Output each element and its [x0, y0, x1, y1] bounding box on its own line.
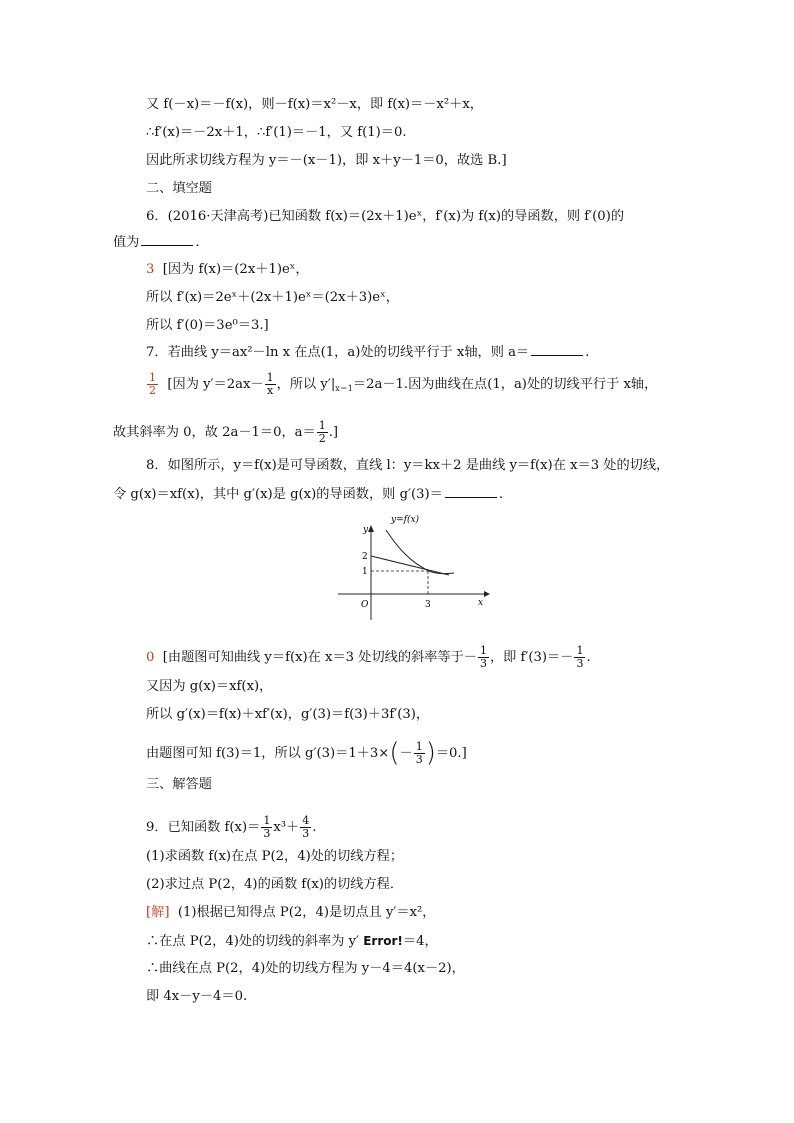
text-line: 所以 f′(0)＝3e⁰＝3.]	[146, 318, 269, 333]
tick-label-y2: 2	[362, 552, 368, 562]
text-line: ∴曲线在点 P(2，4)处的切线方程为 y－4＝4(x－2)，	[146, 961, 465, 976]
question-6-cont: 值为 .	[113, 235, 200, 250]
y-axis-label: y	[363, 525, 369, 535]
tick-label-y1: 1	[362, 567, 368, 577]
text-line: 所以 f′(x)＝2eˣ＋(2x＋1)eˣ＝(2x＋3)eˣ，	[146, 290, 399, 305]
section-heading: 三、解答题	[146, 777, 212, 792]
answer-blank	[141, 233, 193, 246]
question-8: 8．如图所示，y＝f(x)是可导函数，直线 l：y＝kx＋2 是曲线 y＝f(x)在 x＝3 处的切线，	[146, 458, 670, 473]
section-heading: 二、填空题	[146, 181, 212, 196]
fraction: $\frac{1}{3}$	[479, 644, 487, 670]
answer-8-line: 0 [由题图可知曲线 y＝f(x)在 x＝3 处切线的斜率等于－ $\frac{1}{3}$ ，即 f′(3)＝－ $\frac{1}{3}$ .	[146, 644, 591, 670]
x-axis-arrow	[484, 591, 490, 597]
fraction: $\frac{1}{3}$	[415, 740, 423, 766]
function-graph	[336, 510, 496, 626]
y-axis-arrow	[368, 525, 374, 532]
question-7: 7．若曲线 y＝ax²－ln x 在点(1，a)处的切线平行于 x轴，则 a＝ .	[146, 345, 590, 360]
fraction: $\frac{1}{2}$	[318, 419, 326, 445]
answer-7-line: $\frac{1}{2}$ [因为 y′＝2ax－ $\frac{1}{x}$ ，所以 $y'|_{x=1}=2a-1$.因为曲线在点(1，a)处的切线平行于 x轴，	[149, 371, 658, 397]
text-line: (1)求函数 f(x)在点 P(2，4)处的切线方程；	[146, 849, 404, 864]
text-line: ∴f′(x)＝－2x＋1，∴f′(1)＝－1，又 f(1)＝0.	[146, 125, 407, 140]
text-line: (2)求过点 P(2，4)的函数 f(x)的切线方程．	[146, 877, 404, 892]
fraction: $\frac{1}{3}$	[576, 644, 584, 670]
curve-label: y=f(x)	[391, 515, 420, 525]
answer-fraction: $\frac{1}{2}$	[149, 371, 156, 397]
answer-6-line: 3 [因为 f(x)＝(2x＋1)eˣ，	[146, 262, 309, 277]
fraction: $\frac{1}{x}$	[266, 371, 274, 397]
fraction: $\frac{4}{3}$	[302, 814, 310, 840]
text-line: 因此所求切线方程为 y＝－(x－1)，即 x＋y－1＝0，故选 B.]	[146, 153, 507, 168]
x-axis-label: x	[478, 598, 484, 608]
curve-f	[386, 530, 454, 574]
question-6: 6．(2016·天津高考)已知函数 f(x)＝(2x＋1)eˣ，f′(x)为 f(x)的导函数，则 f′(0)的	[146, 209, 625, 224]
error-field: Error!	[363, 934, 403, 948]
question-9: 9．已知函数 f(x)＝ $\frac{1}{3}$ x³＋ $\frac{4}{3}$ .	[146, 814, 317, 840]
question-8-cont: 令 g(x)＝xf(x)，其中 g′(x)是 g(x)的导函数，则 g′(3)＝ .	[113, 487, 504, 502]
tick-label-x3: 3	[425, 600, 431, 610]
answer-value: 0	[146, 650, 155, 665]
answer-value: 3	[146, 262, 155, 277]
text-line: 即 4x－y－4＝0.	[146, 989, 248, 1004]
text-line: 所以 g′(x)＝f(x)＋xf′(x)，g′(3)＝f(3)＋3f′(3)，	[146, 707, 430, 722]
solution-line: [解] (1)根据已知得点 P(2，4)是切点且 y′＝x²，	[146, 905, 436, 920]
text-line: 由题图可知 f(3)＝1，所以 g′(3)＝1＋3×(－ $\frac{1}{3}$ )＝0.]	[146, 738, 467, 768]
text-line: ∴在点 P(2，4)处的切线的斜率为 y′ Error!＝4，	[146, 934, 438, 949]
solution-tag: [解]	[146, 905, 170, 920]
answer-blank	[531, 343, 583, 356]
origin-label: O	[361, 600, 369, 610]
fraction: $\frac{1}{3}$	[263, 814, 271, 840]
text-line: 又因为 g(x)＝xf(x)，	[146, 679, 273, 694]
answer-blank	[445, 485, 497, 498]
text-line: 又 f(－x)＝－f(x)，则－f(x)＝x²－x，即 f(x)＝－x²＋x，	[146, 97, 483, 112]
text-line: 故其斜率为 0，故 2a－1＝0，a＝ $\frac{1}{2}$ .]	[113, 419, 339, 445]
